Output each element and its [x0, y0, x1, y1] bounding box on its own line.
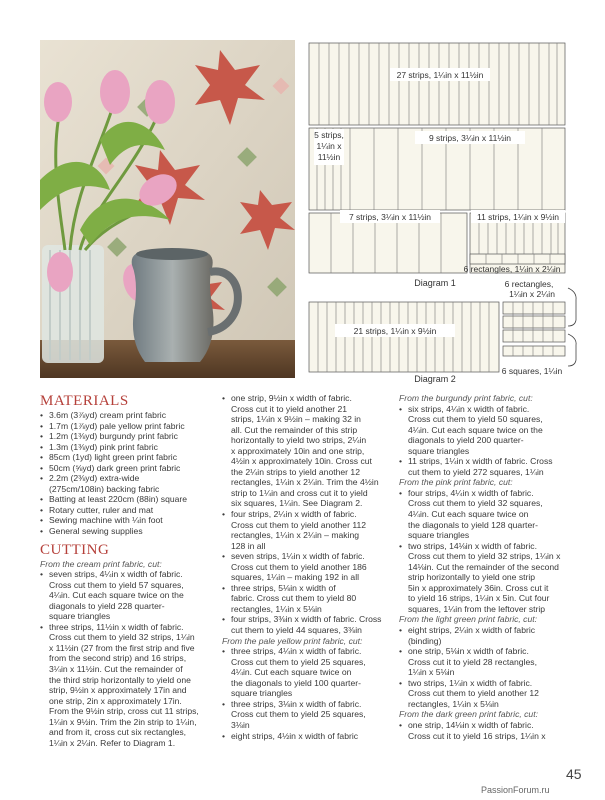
label-7-strips: 7 strips, 3¼in x 11½in [348, 212, 432, 222]
list-item-continued: rectangles, 1¼in x 5⅛in [408, 698, 499, 709]
list-item-continued: 14⅛in. Cut the remainder of the second [408, 561, 559, 572]
list-item: • four strips, 4¼in x width of fabric. [399, 488, 595, 499]
list-item-continued: cut them to yield 44 squares, 3⅜in [231, 625, 362, 636]
list-item: • seven strips, 1¼in x width of fabric. [222, 551, 398, 562]
quilt-photo [40, 40, 295, 378]
label-27-strips: 27 strips, 1¼in x 11½in [396, 70, 484, 80]
page-number: 45 [566, 766, 582, 782]
list-item: • Batting at least 220cm (88in) square [40, 494, 218, 505]
label-5-strips-line3: 11½in [317, 152, 341, 162]
list-item: • 85cm (1yd) light green print fabric [40, 452, 218, 463]
list-item: • four strips, 2¼in x width of fabric. [222, 509, 398, 520]
list-item-continued: squares, 1¼in – making 192 in all [231, 572, 360, 583]
cutting-diagram-svg [300, 30, 600, 385]
list-item-continued: rectangles, 1¼in x 5⅛in [231, 603, 322, 614]
fabric-subheading: From the cream print fabric, cut: [40, 558, 162, 569]
label-11-strips: 11 strips, 1¼in x 9½in [476, 212, 560, 222]
list-item: • 50cm (⅝yd) dark green print fabric [40, 463, 218, 474]
list-item-continued: Cross cut it to yield another 21 [231, 403, 348, 414]
list-item-continued: square triangles [231, 688, 293, 699]
list-item-continued: Cross cut them to yield 57 squares, [49, 579, 184, 590]
list-item-continued: 1¼in x 9½in. Trim the 2in strip to 1¼in, [49, 716, 197, 727]
column-materials-cutting [40, 393, 218, 748]
list-item: • 1.7m (1⅞yd) pale yellow print fabric [40, 421, 218, 432]
list-item-continued: Cross cut them to yield another 186 [231, 561, 367, 572]
list-item-continued: Cross cut them to yield another 12 [408, 688, 539, 699]
list-item-continued: Cross cut them to yield another 112 [231, 519, 367, 530]
list-item-continued: (binding) [408, 635, 442, 646]
list-item-continued: 3¼in x 11½in. Cut the remainder of [49, 664, 183, 675]
list-item: • three strips, 5⅛in x width of [222, 583, 398, 594]
label-21-strips: 21 strips, 1¼in x 9½in [353, 326, 437, 336]
list-item-continued: square triangles [49, 611, 111, 622]
list-item-continued: the diagonals to yield 100 quarter- [231, 677, 361, 688]
label-6-squares: 6 squares, 1¼in [501, 366, 563, 376]
section-heading: MATERIALS [40, 393, 129, 409]
list-item-continued: Cross cut them to yield 25 squares, [231, 656, 366, 667]
list-item-continued: the diagonals to yield 128 quarter- [408, 519, 538, 530]
list-item-continued: cut them to yield 272 squares, 1¼in [408, 466, 544, 477]
list-item-continued: 4½in x approximately 10in. Cross cut [231, 456, 372, 467]
list-item-continued: squares, 1¼in from the leftover strip [408, 603, 546, 614]
list-item-continued: the third strip horizontally to yield one [49, 674, 191, 685]
list-item-continued: diagonals to yield 228 quarter- [49, 600, 165, 611]
list-item: • eight strips, 4½in x width of fabric [222, 731, 398, 742]
list-item: • three strips, 11½in x width of fabric. [40, 622, 218, 633]
list-item-continued: square triangles [408, 530, 470, 541]
list-item: • 2.2m (2⅜yd) extra-wide [40, 473, 218, 484]
list-item-continued: From the 9½in strip, cross cut 11 strips, [49, 706, 199, 717]
list-item-continued: square triangles [408, 445, 470, 456]
list-item-continued: 3⅛in [231, 719, 250, 730]
list-item-continued: fabric. Cross cut them to yield 80 [231, 593, 357, 604]
list-item: • Sewing machine with ¼in foot [40, 515, 218, 526]
list-item: • three strips, 3⅛in x width of fabric. [222, 699, 398, 710]
list-item: • two strips, 1¼in x width of fabric. [399, 678, 595, 689]
list-item-continued: Cross cut them to yield 25 squares, [231, 709, 366, 720]
list-item-continued: 5in x approximately 36in. Cross cut it [408, 582, 549, 593]
diagram-1-caption: Diagram 1 [414, 278, 456, 288]
fabric-subheading: From the pale yellow print fabric, cut: [222, 635, 363, 646]
fabric-subheading: From the dark green print fabric, cut: [399, 709, 538, 720]
list-item-continued: Cross cut it to yield 28 rectangles, [408, 656, 537, 667]
list-item-continued: six squares, 1¼in. See Diagram 2. [231, 498, 363, 509]
list-item: • 1.2m (1⅜yd) burgundy print fabric [40, 431, 218, 442]
list-item-continued: (275cm/108in) backing fabric [49, 483, 160, 494]
list-item-continued: strip horizontally to yield one strip [408, 572, 536, 583]
list-item-continued: diagonals to yield 200 quarter- [408, 435, 524, 446]
list-item-continued: 4¼in. Cut each square twice on the [49, 590, 184, 601]
list-item-continued: x 11½in (27 from the first strip and five [49, 642, 195, 653]
diagram-2-caption: Diagram 2 [414, 374, 456, 384]
list-item-continued: to yield 16 strips, 1¼in x 5in. Cut four [408, 593, 550, 604]
label-6-rectangles: 6 rectangles, 1¼in x 2¼in [463, 264, 561, 274]
list-item: • Rotary cutter, ruler and mat [40, 505, 218, 516]
list-item: • one strip, 5⅛in x width of fabric. [399, 646, 595, 657]
list-item: • 11 strips, 1¼in x width of fabric. Cross [399, 456, 595, 467]
column-cutting-fabrics [399, 393, 595, 741]
list-item-continued: Cross cut them to yield 32 strips, 1¼in [49, 632, 195, 643]
list-item-continued: Cross cut them to yield 32 squares, [408, 498, 543, 509]
list-item: • one strip, 9½in x width of fabric. [222, 393, 398, 404]
list-item: • 1.3m (1⅜yd) pink print fabric [40, 442, 218, 453]
quilt-photo-illustration [40, 40, 295, 378]
list-item-continued: all. Cut the remainder of this strip [231, 424, 358, 435]
list-item: • seven strips, 4¼in x width of fabric. [40, 569, 218, 580]
list-item: • six strips, 4¼in x width of fabric. [399, 404, 595, 415]
list-item-continued: 128 in all [231, 540, 266, 551]
list-item-continued: 4¼in. Cut each square twice on [408, 509, 529, 520]
label-5-strips-line1: 5 strips, [314, 130, 344, 140]
list-item-continued: the 2¼in strips to yield another 12 [231, 466, 360, 477]
fabric-subheading: From the burgundy print fabric, cut: [399, 393, 533, 403]
list-item-continued: 4¼in. Cut each square twice on the [408, 424, 543, 435]
section-heading: CUTTING [40, 541, 110, 558]
list-item: • 3.6m (3⅞yd) cream print fabric [40, 410, 218, 421]
list-item-continued: strips, 1¼in x 9½in – making 32 in [231, 414, 361, 425]
cutting-diagrams [300, 30, 600, 385]
list-item-continued: strip to 1¼in and cross cut it to yield [231, 487, 368, 498]
list-item-continued: rectangles, 1¼in x 2¼in – making [231, 530, 360, 541]
list-item: • General sewing supplies [40, 526, 218, 537]
fabric-subheading: From the pink print fabric, cut: [399, 477, 513, 488]
label-6-rectangles-d2-line2: 1¼in x 2¼in [509, 289, 555, 299]
list-item: • eight strips, 2¼in x width of fabric [399, 625, 595, 636]
list-item-continued: x approximately 10in and one strip, [231, 445, 365, 456]
list-item-continued: from the second strip) and 16 strips, [49, 653, 187, 664]
list-item-continued: 4¼in. Cut each square twice on [231, 667, 352, 678]
list-item: • four strips, 3⅜in x width of fabric. Cross [222, 614, 398, 625]
list-item-continued: Cross cut it to yield 16 strips, 1¼in x [408, 730, 546, 741]
list-item-continued: rectangles, 1¼in x 2¼in. Trim the 4½in [231, 477, 379, 488]
list-item-continued: horizontally to yield two strips, 2¼in [231, 435, 367, 446]
list-item-continued: 1¼in x 2¼in. Refer to Diagram 1. [49, 737, 176, 748]
fabric-subheading: From the light green print fabric, cut: [399, 614, 538, 625]
list-item-continued: Cross cut them to yield 32 strips, 1¼in x [408, 551, 561, 562]
footer-watermark: PassionForum.ru [481, 785, 550, 795]
list-item: • two strips, 14⅛in x width of fabric. [399, 541, 595, 552]
list-item-continued: strip, 9½in x approximately 17in and [49, 685, 187, 696]
list-item-continued: and from it, cross cut six rectangles, [49, 727, 187, 738]
list-item-continued: Cross cut them to yield 50 squares, [408, 414, 543, 425]
list-item: • one strip, 14⅛in x width of fabric. [399, 720, 595, 731]
list-item-continued: one strip, 2in x approximately 17in. [49, 695, 182, 706]
list-item-continued: 1¼in x 5⅛in [408, 667, 455, 678]
list-item: • three strips, 4¼in x width of fabric. [222, 646, 398, 657]
label-9-strips: 9 strips, 3¼in x 11½in [428, 133, 512, 143]
label-6-rectangles-d2-line1: 6 rectangles, [504, 279, 554, 289]
column-cutting-continued [222, 393, 398, 741]
label-5-strips-line2: 1¼in x [316, 141, 342, 151]
